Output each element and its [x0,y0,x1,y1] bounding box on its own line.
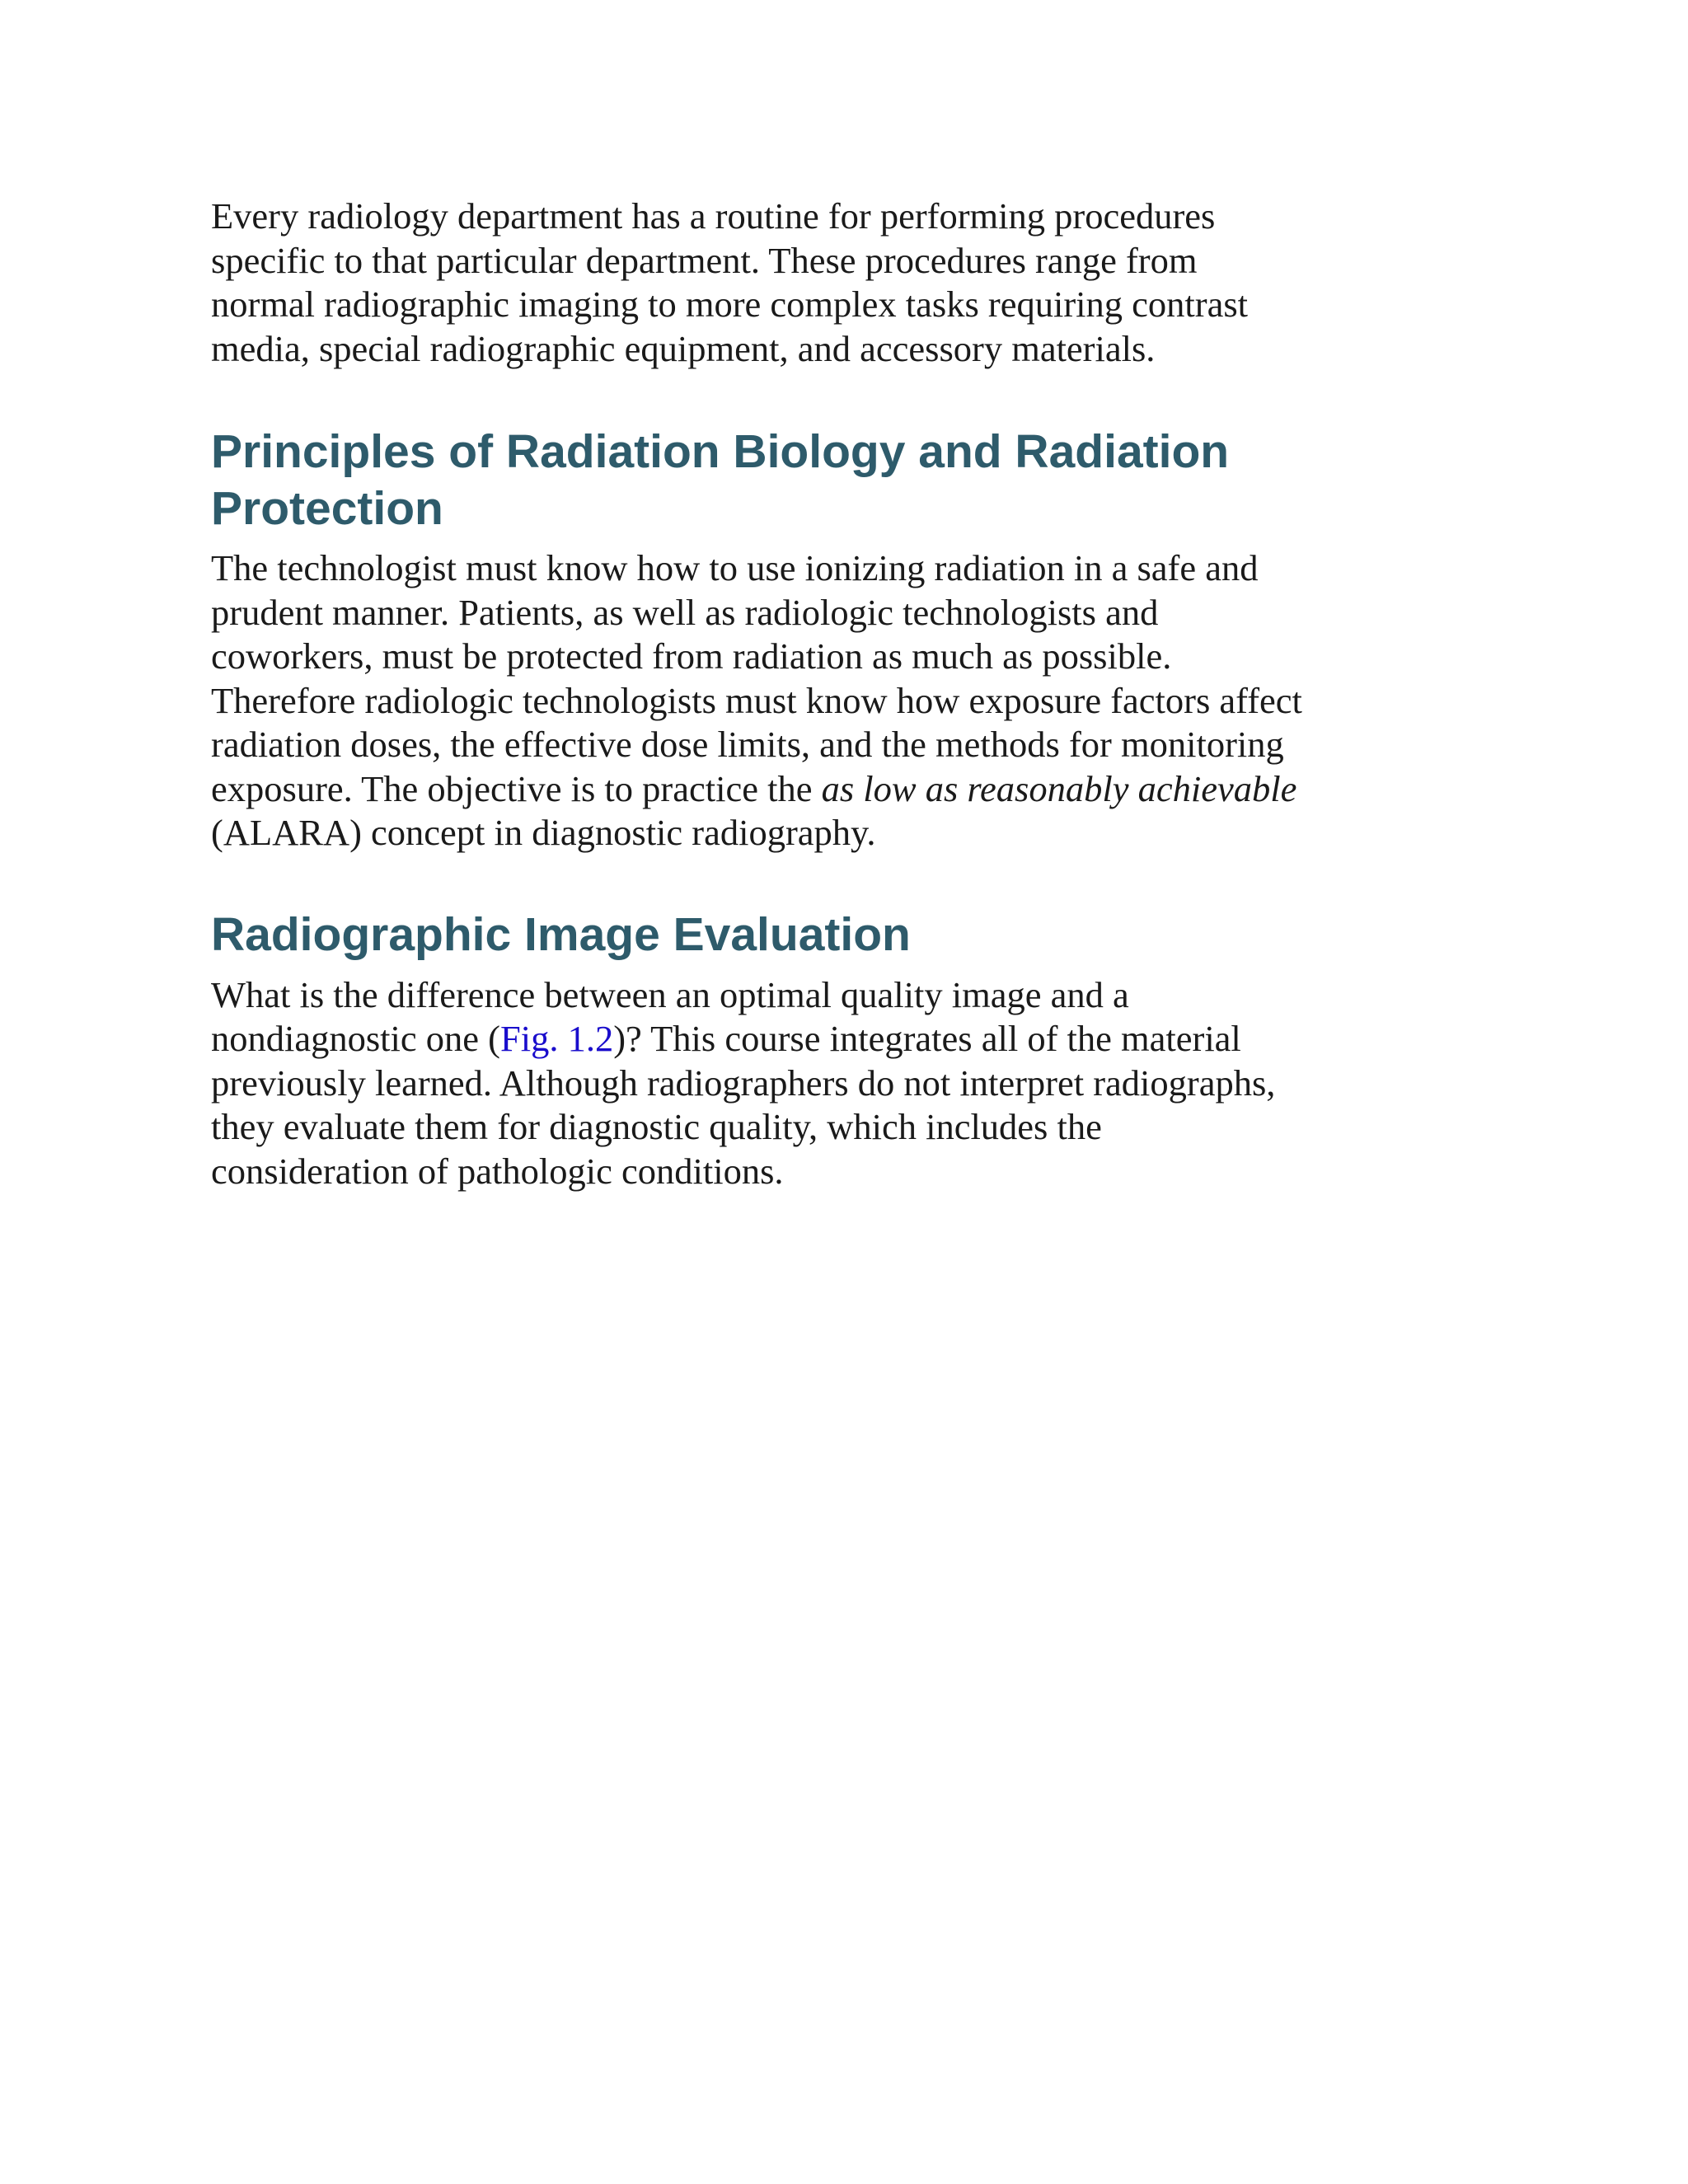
intro-paragraph [211,194,1513,371]
image-evaluation-paragraph [211,973,1513,1194]
radiation-protection-paragraph [211,546,1513,855]
text-line: previously learned. Although radiographers do not interpret radiographs, [211,1062,1276,1104]
text-line: specific to that particular department. These procedures range from [211,239,1198,281]
text-line [211,767,1513,812]
text-line: Therefore radiologic technologists must know how exposure factors affect [211,679,1302,721]
text-line: media, special radiographic equipment, and accessory materials. [211,327,1156,369]
heading-line: Protection [211,482,443,535]
text-run: nondiagnostic one ( [211,1018,500,1059]
text-line: consideration of pathologic conditions. [211,1150,784,1192]
text-line: normal radiographic imaging to more complex tasks requiring contrast [211,284,1249,325]
text-run: )? This course integrates all of the material [613,1018,1241,1059]
section-heading-radiation-protection [211,424,1513,537]
document-page [211,194,1513,1193]
text-line: radiation doses, the effective dose limits, and the methods for monitoring [211,724,1284,765]
text-line: coworkers, must be protected from radiation as much as possible. [211,635,1172,677]
text-line: Every radiology department has a routine for performing procedures [211,195,1216,237]
heading-line: Radiographic Image Evaluation [211,907,911,961]
text-line: prudent manner. Patients, as well as radiologic technologists and [211,591,1159,633]
text-line: they evaluate them for diagnostic quality, which includes the [211,1106,1102,1147]
figure-reference-link[interactable]: Fig. 1.2 [499,1018,614,1059]
text-run: exposure. The objective is to practice the [211,767,822,809]
text-line [211,1017,1513,1062]
alara-italic-term: as low as reasonably achievable [821,767,1297,809]
text-line: (ALARA) concept in diagnostic radiography. [211,812,876,853]
heading-line: Principles of Radiation Biology and Radiation [211,425,1230,478]
text-line: The technologist must know how to use ionizing radiation in a safe and [211,547,1259,588]
section-heading-image-evaluation [211,907,1513,963]
text-line: What is the difference between an optimal quality image and a [211,973,1129,1015]
